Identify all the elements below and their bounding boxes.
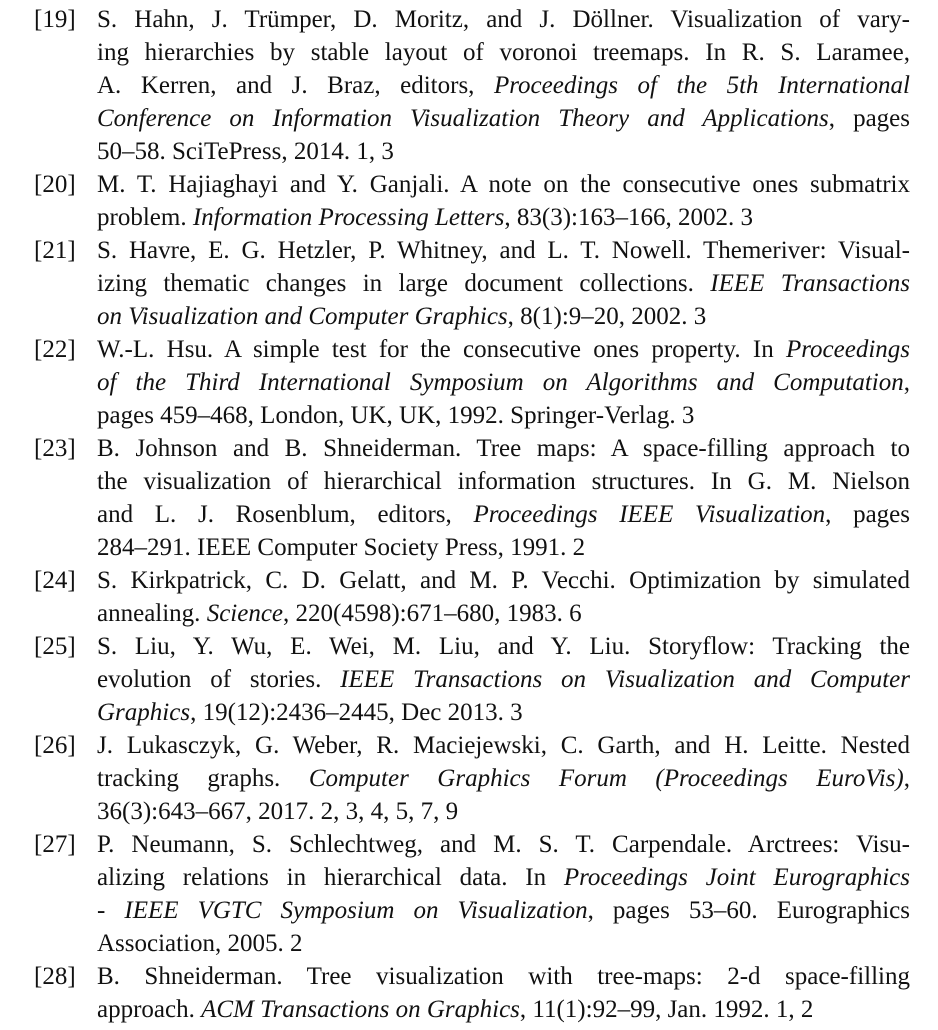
reference-line [97, 861, 910, 894]
reference-line [97, 36, 910, 69]
reference-number: [21] [34, 237, 76, 264]
reference-segment: , pages [825, 501, 911, 528]
reference-number: [19] [34, 6, 76, 33]
reference-text [97, 564, 910, 630]
reference-text [97, 960, 910, 1026]
reference-number: [23] [34, 435, 76, 462]
reference-segment: evolution of stories. [97, 666, 341, 693]
reference-segment: Association, 2005. 2 [97, 930, 303, 957]
reference-segment: 36(3):643–667, 2017. 2, 3, 4, 5, 7, 9 [97, 798, 459, 825]
reference-item [0, 828, 938, 960]
reference-segment: S. Havre, E. G. Hetzler, P. Whitney, and L. T. Nowell. Themeriver: Visual- [97, 237, 910, 264]
reference-line [97, 993, 910, 1026]
reference-segment: B. Johnson and B. Shneiderman. Tree maps: A space-filling approach to [97, 435, 910, 462]
reference-line [97, 927, 910, 960]
reference-venue: Conference on Information Visualization Theory and Applications [97, 105, 829, 132]
reference-number: [25] [34, 633, 76, 660]
reference-number: [27] [34, 831, 76, 858]
reference-venue: Proceedings IEEE Visualization [473, 501, 826, 528]
reference-line [97, 828, 910, 861]
reference-item [0, 564, 938, 630]
reference-text [97, 3, 910, 168]
reference-line [97, 795, 910, 828]
reference-line [97, 102, 910, 135]
reference-segment: and L. J. Rosenblum, editors, [97, 501, 474, 528]
reference-segment: , 8(1):9–20, 2002. 3 [507, 303, 707, 330]
reference-venue: IEEE Transactions on Visualization and Computer [340, 666, 910, 693]
reference-item [0, 234, 938, 333]
reference-text [97, 333, 910, 432]
reference-line [97, 696, 910, 729]
reference-line [97, 729, 910, 762]
reference-venue: Computer Graphics Forum (Proceedings EuroVis) [308, 765, 904, 792]
reference-segment: the visualization of hierarchical information structures. In G. M. Nielson [97, 468, 910, 495]
reference-segment: , pages [828, 105, 911, 132]
reference-segment: , pages 53–60. Eurographics [587, 897, 910, 924]
reference-venue: on Visualization and Computer Graphics [97, 303, 508, 330]
reference-item [0, 729, 938, 828]
reference-line [97, 135, 910, 168]
reference-line [97, 399, 910, 432]
reference-segment: M. T. Hajiaghayi and Y. Ganjali. A note on the consecutive ones submatrix [97, 171, 910, 198]
reference-number: [22] [34, 336, 76, 363]
reference-line [97, 663, 910, 696]
reference-segment: problem. [97, 204, 193, 231]
reference-venue: Graphics [97, 699, 191, 726]
reference-segment: B. Shneiderman. Tree visualization with tree-maps: 2-d space-filling [97, 963, 910, 990]
reference-segment: , [903, 765, 910, 792]
reference-line [97, 432, 910, 465]
reference-segment: 50–58. SciTePress, 2014. 1, 3 [97, 138, 394, 165]
reference-segment: S. Hahn, J. Trümper, D. Moritz, and J. Döllner. Visualization of vary- [97, 6, 910, 33]
reference-segment: , 11(1):92–99, Jan. 1992. 1, 2 [519, 996, 814, 1023]
reference-segment: ing hierarchies by stable layout of voronoi treemaps. In R. S. Laramee, [97, 39, 910, 66]
reference-line [97, 300, 910, 333]
reference-text [97, 234, 910, 333]
reference-text [97, 168, 910, 234]
reference-venue: ACM Transactions on Graphics [201, 996, 520, 1023]
reference-item [0, 630, 938, 729]
reference-segment: , 19(12):2436–2445, Dec 2013. 3 [190, 699, 523, 726]
reference-line [97, 630, 910, 663]
reference-line [97, 366, 910, 399]
reference-venue: Proceedings of the 5th International [493, 72, 911, 99]
reference-venue: of the Third International Symposium on Algorithms and Computation [97, 369, 904, 396]
reference-text [97, 828, 910, 960]
reference-text [97, 729, 910, 828]
reference-number: [24] [34, 567, 76, 594]
reference-venue: Information Processing Letters [192, 204, 505, 231]
reference-line [97, 564, 910, 597]
reference-item [0, 333, 938, 432]
reference-line [97, 960, 910, 993]
reference-segment: tracking graphs. [97, 765, 309, 792]
reference-line [97, 498, 910, 531]
reference-venue: Proceedings Joint Eurographics [563, 864, 910, 891]
reference-segment: J. Lukasczyk, G. Weber, R. Maciejewski, C. Garth, and H. Leitte. Nested [97, 732, 910, 759]
reference-line [97, 762, 910, 795]
reference-number: [20] [34, 171, 76, 198]
reference-text [97, 432, 910, 564]
reference-segment: approach. [97, 996, 202, 1023]
reference-line [97, 3, 910, 36]
reference-item [0, 3, 938, 168]
reference-item [0, 960, 938, 1026]
reference-line [97, 597, 910, 630]
reference-line [97, 894, 910, 927]
reference-segment: , 220(4598):671–680, 1983. 6 [283, 600, 582, 627]
reference-item [0, 168, 938, 234]
reference-line [97, 267, 910, 300]
reference-segment: W.-L. Hsu. A simple test for the consecutive ones property. In [97, 336, 786, 363]
reference-line [97, 531, 910, 564]
reference-venue: Proceedings [785, 336, 910, 363]
reference-venue: Science [206, 600, 284, 627]
reference-line [97, 465, 910, 498]
reference-segment: , [903, 369, 910, 396]
reference-segment: annealing. [97, 600, 207, 627]
reference-line [97, 333, 910, 366]
reference-line [97, 69, 910, 102]
reference-venue: - IEEE VGTC Symposium on Visualization [97, 897, 588, 924]
reference-item [0, 432, 938, 564]
reference-segment: S. Kirkpatrick, C. D. Gelatt, and M. P. Vecchi. Optimization by simulated [97, 567, 910, 594]
reference-number: [28] [34, 963, 76, 990]
reference-text [97, 630, 910, 729]
reference-segment: 284–291. IEEE Computer Society Press, 1991. 2 [97, 534, 586, 561]
reference-segment: , 83(3):163–166, 2002. 3 [504, 204, 753, 231]
reference-venue: IEEE Transactions [710, 270, 910, 297]
reference-line [97, 234, 910, 267]
reference-number: [26] [34, 732, 76, 759]
reference-segment: S. Liu, Y. Wu, E. Wei, M. Liu, and Y. Liu. Storyflow: Tracking the [97, 633, 910, 660]
reference-segment: izing thematic changes in large document collections. [97, 270, 711, 297]
reference-line [97, 201, 910, 234]
reference-line [97, 168, 910, 201]
reference-segment: pages 459–468, London, UK, UK, 1992. Springer-Verlag. 3 [97, 402, 695, 429]
reference-segment: A. Kerren, and J. Braz, editors, [97, 72, 494, 99]
reference-segment: P. Neumann, S. Schlechtweg, and M. S. T. Carpendale. Arctrees: Visu- [97, 831, 910, 858]
reference-list [0, 3, 938, 1026]
reference-segment: alizing relations in hierarchical data. In [97, 864, 564, 891]
